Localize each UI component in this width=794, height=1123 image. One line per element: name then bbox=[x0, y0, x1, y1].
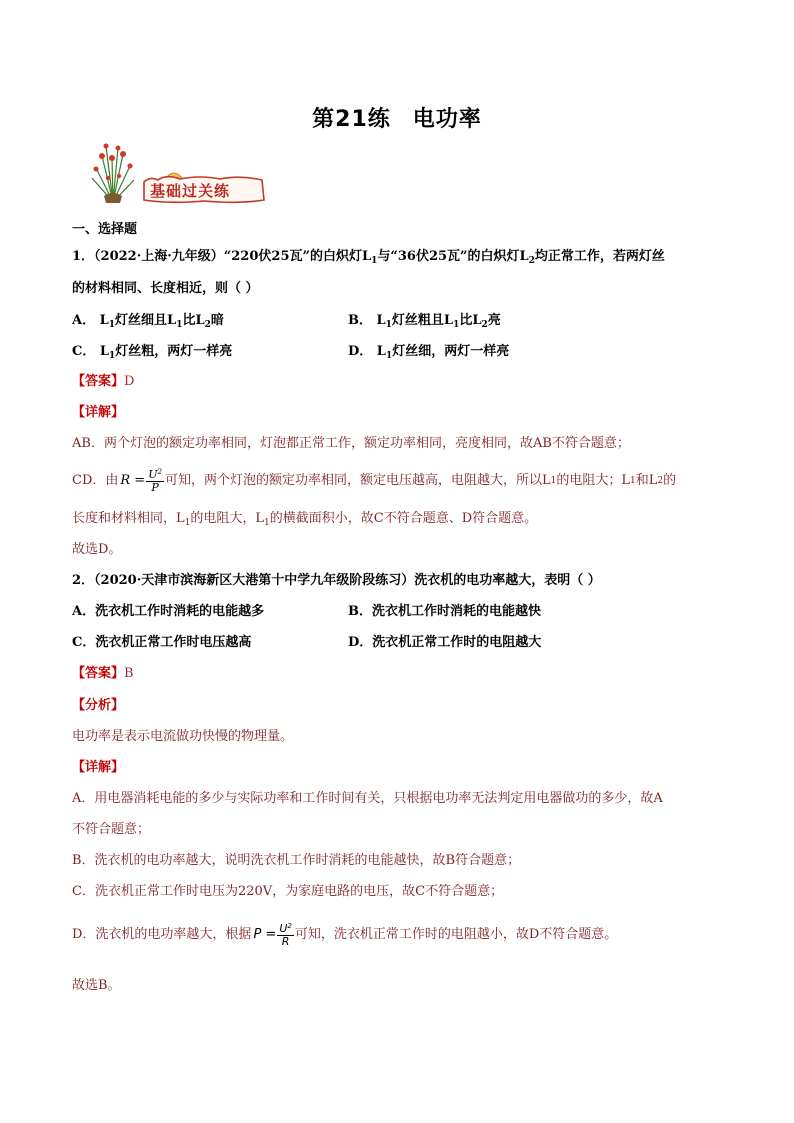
q2-detail-a-line1: A．用电器消耗电能的多少与实际功率和工作时间有关，只根据电功率无法判定用电器做功的多少，故A bbox=[72, 791, 663, 806]
q2-option-b: B．洗衣机工作时消耗的电能越快 bbox=[348, 604, 541, 619]
q2-analysis: 电功率是表示电流做功快慢的物理量。 bbox=[72, 729, 294, 744]
q1-formula-fraction: $\frac{U^2}{P}$ bbox=[148, 467, 162, 494]
q2-analysis-label: 【分析】 bbox=[72, 698, 125, 713]
q1-option-c: C． $L_1$灯丝粗，两灯一样亮 bbox=[72, 344, 233, 361]
q1-answer: 【答案】D bbox=[72, 374, 135, 389]
section-heading: 一、选择题 bbox=[72, 222, 138, 237]
q2-conclusion: 故选B。 bbox=[72, 978, 121, 993]
q1-stem-line2: 的材料相同、长度相近，则（ ） bbox=[72, 281, 259, 296]
q2-detail-d: D．洗衣机的电功率越大，根据 P = $\frac{U^2}{R}$ 可知，洗衣机正常工作时的电阻越小，故D不符合题意。 bbox=[72, 921, 618, 948]
q1-detail-label: 【详解】 bbox=[72, 405, 125, 420]
q1-detail-line2: CD．由 R = $\frac{U^2}{P}$ 可知，两个灯泡的额定功率相同，额定电压越高，电阻越大，所以L 1 的电阻大；L 1 和L 2 的 bbox=[72, 467, 677, 494]
q2-detail-a-line2: 不符合题意； bbox=[72, 822, 151, 837]
q2-answer: 【答案】B bbox=[72, 666, 134, 681]
q1-detail-line3: 长度和材料相同，$L_1$的电阻大，$L_1$的横截面积小，故C不符合题意、D符合题意。 bbox=[72, 511, 538, 528]
q1-option-b: B． $L_1$灯丝粗且$L_1$比$L_2$亮 bbox=[348, 313, 501, 330]
q2-detail-b: B．洗衣机的电功率越大，说明洗衣机工作时消耗的电能越快，故B符合题意； bbox=[72, 853, 521, 868]
q2-option-c: C．洗衣机正常工作时电压越高 bbox=[72, 635, 252, 650]
q2-formula-lhs: P = bbox=[253, 927, 277, 942]
plant-illustration-icon bbox=[88, 138, 138, 204]
q1-conclusion: 故选D。 bbox=[72, 542, 122, 557]
title-part1: 第21练 bbox=[312, 107, 391, 132]
q2-detail-label: 【详解】 bbox=[72, 760, 125, 775]
section-banner bbox=[140, 170, 267, 204]
banner-label: 基础过关练 bbox=[150, 182, 231, 200]
q1-stem-line1: 1．（2022·上海·九年级）“220伏25瓦”的白炽灯$L_1$与“36伏25瓦”的白炽灯$L_2$均正常工作，若两灯丝 bbox=[72, 249, 665, 266]
title-part2: 电功率 bbox=[412, 107, 482, 132]
q1-option-d: D． $L_1$灯丝细，两灯一样亮 bbox=[348, 344, 510, 361]
q2-option-a: A．洗衣机工作时消耗的电能越多 bbox=[72, 604, 265, 619]
q1-option-a: A． $L_1$灯丝细且$L_1$比$L_2$暗 bbox=[72, 313, 224, 330]
page-title bbox=[0, 102, 794, 133]
q1-detail-line1: AB．两个灯泡的额定功率相同，灯泡都正常工作，额定功率相同，亮度相同，故AB不符合题意； bbox=[72, 436, 630, 451]
q2-option-d: D．洗衣机正常工作时的电阻越大 bbox=[348, 635, 542, 650]
q2-stem: 2．（2020·天津市滨海新区大港第十中学九年级阶段练习）洗衣机的电功率越大，表明（ ） bbox=[72, 573, 601, 588]
q2-formula-fraction: $\frac{U^2}{R}$ bbox=[279, 921, 292, 948]
q2-detail-c: C．洗衣机正常工作时电压为220V，为家庭电路的电压，故C不符合题意； bbox=[72, 884, 504, 899]
q1-formula-lhs: R = bbox=[120, 473, 146, 488]
